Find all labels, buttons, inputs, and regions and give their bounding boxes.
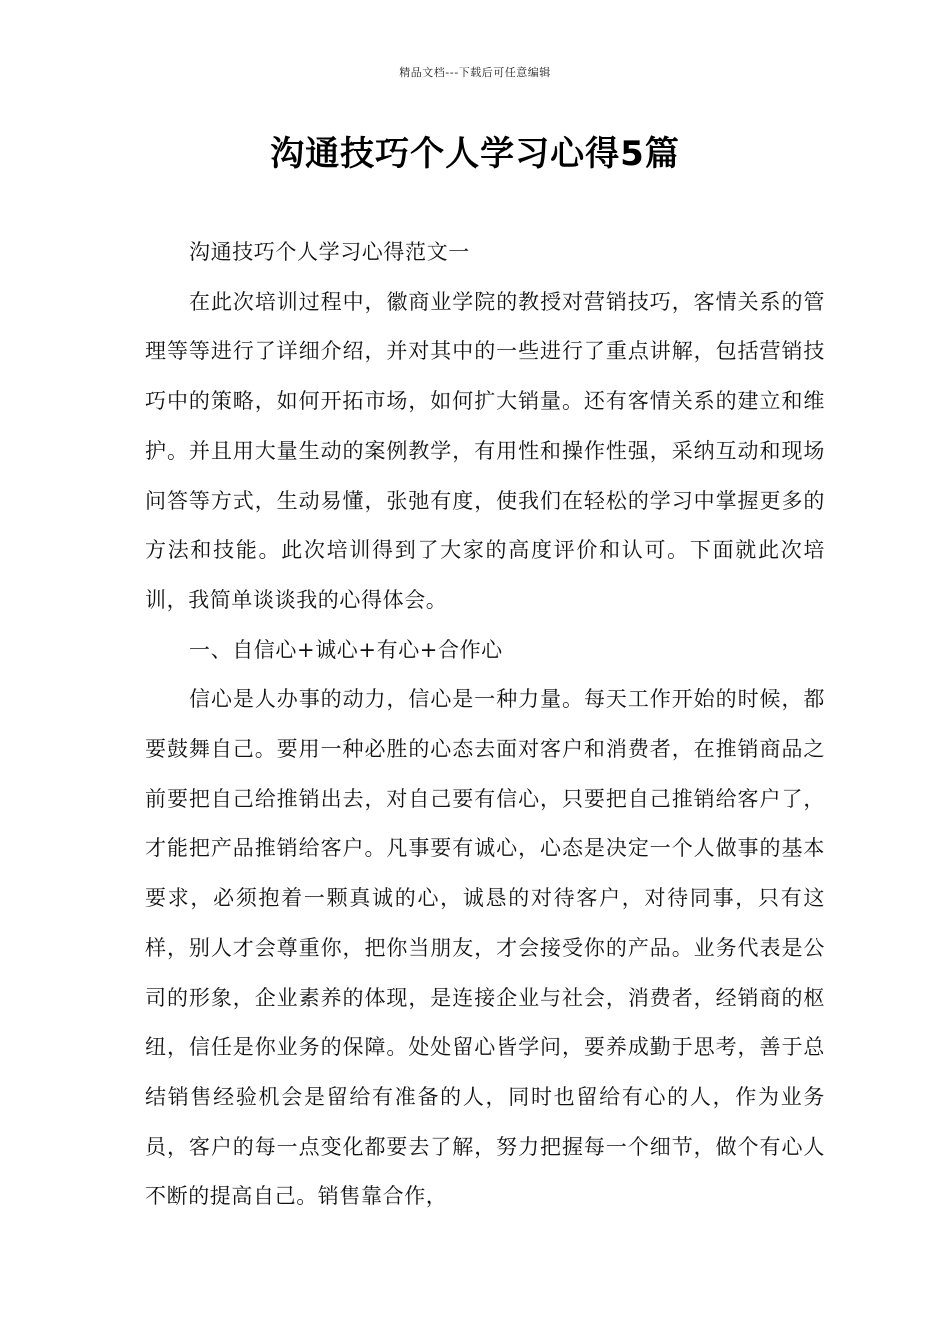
section-heading-point-one: 一、自信心+诚心+有心+合作心 bbox=[189, 637, 503, 662]
document-title: 沟通技巧个人学习心得5篇 bbox=[270, 134, 680, 174]
document-body bbox=[145, 228, 825, 1222]
section-heading-sample-one: 沟通技巧个人学习心得范文一 bbox=[189, 240, 470, 264]
paragraph-confidence: 信心是人办事的动力，信心是一种力量。每天工作开始的时候，都要鼓舞自己。要用一种必胜的心态去面对客户和消费者，在推销商品之前要把自己给推销出去，对自己要有信心，只要把自己推销给客户了，才能把产品推销给客户。凡事要有诚心，心态是决定一个人做事的基本要求，必须抱着一颗真诚的心，诚恳的对待客户，对待同事，只有这样，别人才会尊重你，把你当朋友，才会接受你的产品。业务代表是公司的形象，企业素养的体现，是连接企业与社会，消费者，经销商的枢纽，信任是你业务的保障。处处留心皆学问，要养成勤于思考，善于总结销售经验机会是留给有准备的人，同时也留给有心的人，作为业务员，客户的每一点变化都要去了解，努力把握每一个细节，做个有心人不断的提高自己。销售靠合作， bbox=[145, 687, 825, 1209]
header-note: 精品文档---下载后可任意编辑 bbox=[399, 66, 551, 79]
paragraph-intro: 在此次培训过程中，徽商业学院的教授对营销技巧，客情关系的管理等等进行了详细介绍，并对其中的一些进行了重点讲解，包括营销技巧中的策略，如何开拓市场，如何扩大销量。还有客情关系的建立和维护。并且用大量生动的案例教学，有用性和操作性强，采纳互动和现场问答等方式，生动易懂，张弛有度，使我们在轻松的学习中掌握更多的方法和技能。此次培训得到了大家的高度评价和认可。下面就此次培训，我简单谈谈我的心得体会。 bbox=[145, 289, 825, 612]
